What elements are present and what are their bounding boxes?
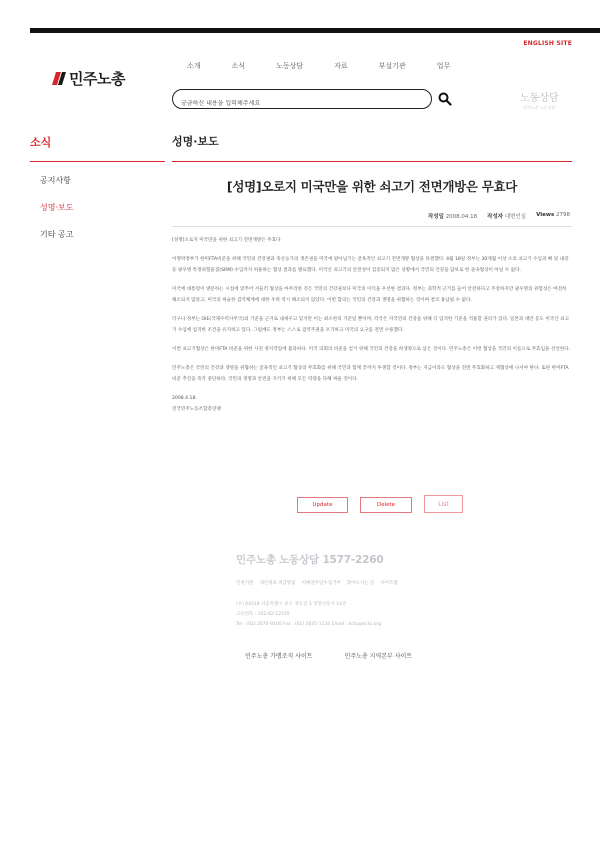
logo[interactable] bbox=[52, 68, 125, 89]
post-actions bbox=[297, 497, 463, 513]
counsel-logo[interactable]: 노동상담 민주노총 노동상담 bbox=[520, 93, 559, 110]
nav-item-counsel[interactable]: 노동상담 bbox=[276, 62, 304, 70]
post-date-signature: 2008.4.18. bbox=[172, 396, 197, 401]
top-bar bbox=[30, 28, 600, 33]
nav-item-resources[interactable]: 자료 bbox=[334, 62, 348, 70]
footer-regno: 고유번호 : 101-82-12335 bbox=[236, 612, 290, 617]
footer-info bbox=[236, 600, 398, 630]
footer-link[interactable]: 사이트맵 bbox=[380, 581, 398, 586]
nav-item-intro[interactable]: 소개 bbox=[187, 62, 201, 70]
nav-item-work[interactable]: 업무 bbox=[436, 62, 451, 70]
body-paragraph: 이번 쇠고기협상은 한미FTA 비준을 위한 사전 정지작업에 불과하다. 미국 의회의 비준을 얻기 위해 국민의 건강을 희생양으로 삼은 것이다. 민주노총은 이번 협상을 국민의 이름으로 무효임을 선언한다. bbox=[172, 347, 571, 352]
nav-item-affiliates[interactable]: 부설기관 bbox=[378, 62, 406, 70]
body-paragraph: 이명박정부가 한미FTA비준을 위해 국민의 건강권과 축산농가의 생존권을 미국에 팔아넘기는 굴욕적인 쇠고기 전면개방 협상을 타결했다. 4월 18일 정부는 30개월 이상 소의 쇠고기 수입과 뼈 및 내장 등 광우병 특정위험물질(SRM) 수입까지 허용하는 협상 결과를 발표했다. 미국산 쇠고기의 안전성이 검증되지 않은 상황에서 국민의 건강을 담보로 한 졸속협상이 아닐 수 없다. bbox=[172, 257, 569, 273]
logo-mark-icon bbox=[52, 72, 66, 85]
date-label: 작성일 bbox=[427, 214, 444, 220]
search-box bbox=[172, 89, 432, 109]
main-nav bbox=[187, 61, 481, 71]
body-paragraph: 민주노총은 국민의 건강과 생명을 위협하는 굴욕적인 쇠고기 협상의 무효화를 위해 국민과 함께 끝까지 투쟁할 것이다. 정부는 지금이라도 협상을 전면 무효화하고 재협상에 나서야 한다. 또한 한미FTA 비준 추진을 즉각 중단하라. 국민의 생명과 안전을 지키기 위해 모든 역량을 다해 싸울 것이다. bbox=[172, 366, 569, 382]
nav-item-news[interactable]: 소식 bbox=[231, 62, 246, 70]
meta-divider bbox=[172, 226, 572, 227]
delete-button[interactable]: Delete bbox=[360, 497, 412, 513]
footer-link[interactable]: 이메일무단수집거부 bbox=[301, 581, 341, 586]
footer bbox=[236, 552, 398, 630]
footer-link[interactable]: 찾아오시는 길 bbox=[346, 581, 375, 586]
update-button[interactable]: Update bbox=[297, 497, 348, 513]
body-paragraph: 미국에 대통령이 방문하는 시점에 맞추어 서둘러 협상을 마무리한 것은 국민의 건강권보다 미국의 이익을 우선한 결과다. 정부는 과학적 근거를 들어 안전하다고 주장하지만 광우병의 위험성은 여전히 해소되지 않았고, 미국의 허술한 검역체계에 대한 우려 역시 해소되지 않았다. 이번 합의는 국민의 건강과 생명을 위협하는 것이며 결코 용납될 수 없다. bbox=[172, 287, 567, 303]
sidebar-divider bbox=[30, 161, 165, 162]
post-date: 2008.04.18 bbox=[445, 214, 478, 220]
sidebar-item-statements[interactable]: 성명·보도 bbox=[40, 203, 74, 212]
view-count: 2798 bbox=[556, 212, 570, 218]
post-body bbox=[172, 235, 572, 415]
page-title: 성명·보도 bbox=[172, 135, 219, 148]
body-paragraph: 더구나 정부는 OIE(국제수역사무국)의 기준을 근거로 내세우고 있지만 이는 최소한의 기준일 뿐이며, 각국은 자국민의 건강을 위해 더 엄격한 기준을 적용할 권리가 있다. 일본과 대만 등도 미국산 쇠고기 수입에 엄격한 조건을 유지하고 있다. 그럼에도 정부는 스스로 검역주권을 포기하고 미국의 요구를 전면 수용했다. bbox=[172, 317, 570, 333]
post-author: 대변인실 bbox=[504, 214, 527, 220]
footer-link[interactable]: 인권기관 bbox=[236, 581, 254, 586]
footer-contact: Tel : (02) 2670-9100 Fax : (02) 2635-1134 Email : kctu@kctu.org bbox=[236, 622, 382, 627]
title-divider bbox=[172, 161, 572, 162]
footer-hotline: 민주노총 노동상담 1577-2260 bbox=[236, 554, 384, 566]
views-label: Views bbox=[536, 212, 555, 218]
author-label: 작성자 bbox=[487, 214, 504, 220]
list-button[interactable]: List bbox=[424, 495, 463, 513]
footer-links bbox=[236, 580, 398, 586]
footer-address: (우) 04518 서울특별시 중구 정동길 3 경향신문사 14층 bbox=[236, 602, 347, 607]
body-paragraph: [성명]오로지 미국만을 위한 쇠고기 전면개방은 무효다 bbox=[172, 238, 281, 243]
sidebar-title: 소식 bbox=[30, 136, 52, 149]
footer-link[interactable]: 개인정보 취급방침 bbox=[259, 581, 296, 586]
sidebar-menu bbox=[40, 175, 73, 256]
post-meta bbox=[428, 212, 570, 220]
affiliate-sites-link[interactable]: 민주노총 가맹조직 사이트 bbox=[245, 653, 313, 660]
search-icon[interactable] bbox=[438, 91, 452, 110]
post-signature: 전국민주노동조합총연맹 bbox=[172, 407, 221, 412]
logo-text: 민주노총 bbox=[69, 70, 125, 88]
english-site-link[interactable]: ENGLISH SITE bbox=[523, 40, 572, 47]
sidebar-item-notice[interactable]: 공지사항 bbox=[40, 176, 71, 185]
regional-sites-link[interactable]: 민주노총 지역본부 사이트 bbox=[344, 653, 413, 660]
search-input[interactable] bbox=[181, 100, 411, 107]
sidebar-item-other-notices[interactable]: 기타 공고 bbox=[40, 230, 74, 239]
post-title: [성명]오로지 미국만을 위한 쇠고기 전면개방은 무효다 bbox=[226, 179, 518, 194]
footer-site-links bbox=[245, 651, 412, 660]
